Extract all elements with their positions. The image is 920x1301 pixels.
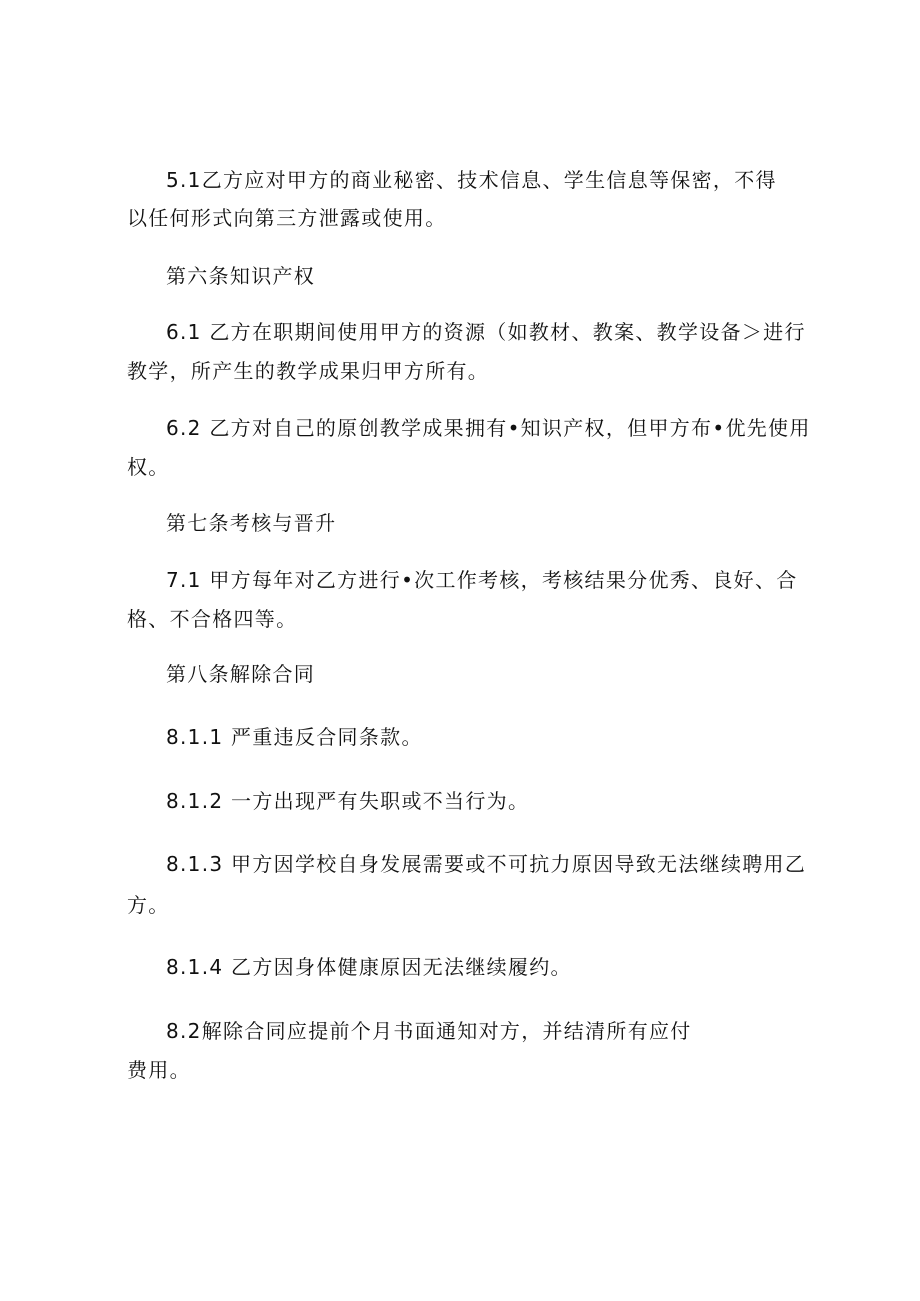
clause-6-2-line-1: 6.2 乙方对自己的原创教学成果拥有•知识产权，但甲方布•优先使用 <box>166 416 811 440</box>
clause-8-1-3-line-2: 方。 <box>127 893 170 917</box>
clause-8-1-4: 8.1.4 乙方因身体健康原因无法继续履约。 <box>166 955 572 979</box>
article-8-heading: 第八条解除合同 <box>166 662 316 686</box>
article-6-heading: 第六条知识产权 <box>166 264 316 288</box>
clause-6-1-line-1: 6.1 乙方在职期间使用甲方的资源（如教材、教案、教学设备＞进行 <box>166 320 806 344</box>
clause-5-1-line-2: 以任何形式向第三方泄露或使用。 <box>127 206 447 230</box>
clause-8-2-line-1: 8.2解除合同应提前个月书面通知对方，并结清所有应付 <box>166 1019 692 1043</box>
clause-6-2-line-2: 权。 <box>127 455 170 479</box>
clause-8-1-3-line-1: 8.1.3 甲方因学校自身发展需要或不可抗力原因导致无法继续聘用乙 <box>166 852 807 876</box>
clause-8-1-2: 8.1.2 一方出现严有失职或不当行为。 <box>166 789 530 813</box>
clause-8-1-1: 8.1.1 严重违反合同条款。 <box>166 725 423 749</box>
clause-6-1-line-2: 教学，所产生的教学成果归甲方所有。 <box>127 359 490 383</box>
clause-8-2-line-2: 费用。 <box>127 1058 191 1082</box>
clause-7-1-line-1: 7.1 甲方每年对乙方进行•次工作考核，考核结果分优秀、良好、合 <box>166 568 798 592</box>
clause-7-1-line-2: 格、不合格四等。 <box>127 607 298 631</box>
article-7-heading: 第七条考核与晋升 <box>166 511 337 535</box>
clause-5-1-line-1: 5.1乙方应对甲方的商业秘密、技术信息、学生信息等保密，不得 <box>166 168 777 192</box>
